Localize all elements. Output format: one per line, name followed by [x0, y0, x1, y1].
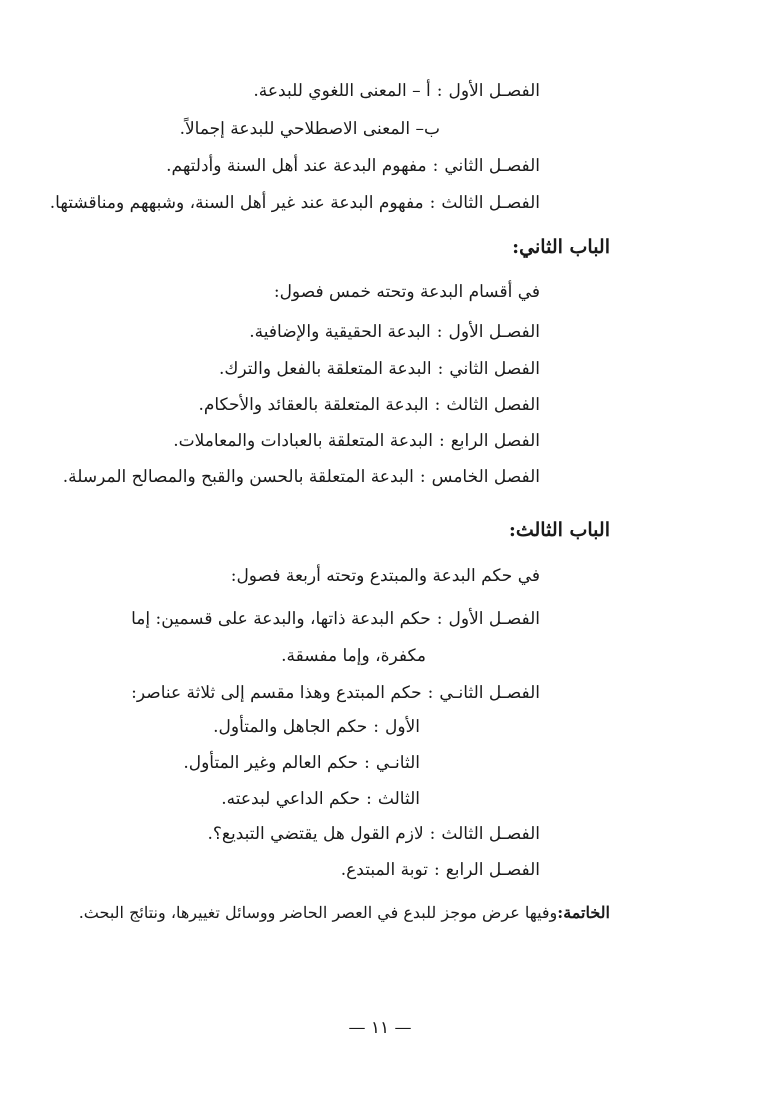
section-text: مكفرة، وإما مفسقة.: [281, 646, 426, 666]
chapter2-heading: [512, 235, 610, 259]
conclusion-text: وفيها عرض موجز للبدع في العصر الحاضر ووسائل تغييرها، ونتائج البحث.: [78, 903, 558, 922]
colon: :: [419, 467, 426, 487]
colon: :: [434, 395, 441, 415]
section-label: الفصـل الثانـي: [439, 683, 540, 703]
chapter2-intro: [274, 280, 540, 304]
section-label: الفصل الثاني: [449, 359, 540, 379]
intro-text: في حكم البدعة والمبتدع وتحته أربعة فصول:: [230, 566, 540, 586]
colon: :: [364, 753, 370, 773]
section-text: أ – المعنى اللغوي للبدعة.: [253, 81, 431, 101]
chapter3-section4-line: [341, 858, 540, 882]
chapter2-section2-line: [219, 357, 540, 381]
section-text: مفهوم البدعة عند غير أهل السنة، وشبههم ومناقشتها.: [49, 193, 424, 213]
section-text: لازم القول هل يقتضي التبديع؟.: [207, 824, 424, 844]
conclusion-line: [79, 901, 610, 925]
chapter3-section1-line: [131, 607, 540, 631]
colon: :: [373, 717, 380, 737]
section-label: الفصـل الأول: [448, 322, 540, 342]
section-text: ب– المعنى الاصطلاحي للبدعة إجمالاً.: [179, 119, 440, 139]
chapter1-section1-sub-b: [180, 117, 440, 141]
section-text: البدعة المتعلقة بالعقائد والأحكام.: [198, 395, 429, 415]
item-label: الثالث: [377, 789, 420, 809]
chapter1-section3-line: [50, 191, 540, 215]
section-label: الفصـل الرابع: [445, 860, 540, 880]
section-text: حكم البدعة ذاتها، والبدعة على قسمين: إما: [131, 609, 431, 629]
colon: :: [366, 789, 372, 809]
item-label: الثانـي: [375, 753, 420, 773]
chapter2-section3-line: [198, 393, 540, 417]
chapter3-section2-item2: [183, 751, 420, 775]
chapter3-section3-line: [207, 822, 540, 846]
item-text: حكم العالم وغير المتأول.: [183, 753, 359, 773]
colon: :: [429, 824, 436, 844]
item-label: الأول: [385, 717, 420, 737]
colon: :: [436, 609, 443, 629]
colon: :: [436, 81, 443, 101]
colon: :: [437, 359, 444, 379]
colon: :: [427, 683, 434, 703]
section-label: الفصـل الأول: [448, 609, 540, 629]
section-label: الفصـل الأول: [448, 81, 540, 101]
chapter2-section5-line: [63, 465, 540, 489]
colon: :: [429, 193, 436, 213]
chapter3-section2-item3: [221, 787, 420, 811]
heading-text: الباب الثاني:: [512, 236, 610, 258]
item-text: حكم الداعي لبدعته.: [221, 789, 361, 809]
conclusion-label: الخاتمة:: [557, 903, 610, 922]
section-label: الفصـل الثاني: [444, 156, 540, 176]
chapter3-heading: [509, 518, 610, 542]
chapter3-section1-continuation: [281, 644, 426, 668]
section-label: الفصـل الثالث: [441, 824, 540, 844]
heading-text: الباب الثالث:: [508, 519, 610, 541]
intro-text: في أقسام البدعة وتحته خمس فصول:: [273, 282, 540, 302]
section-label: الفصل الخامس: [431, 467, 540, 487]
section-text: توبة المبتدع.: [340, 860, 428, 880]
colon: :: [436, 322, 443, 342]
section-text: البدعة المتعلقة بالفعل والترك.: [218, 359, 432, 379]
section-text: البدعة المتعلقة بالعبادات والمعاملات.: [173, 431, 433, 451]
section-text: البدعة المتعلقة بالحسن والقبح والمصالح المرسلة.: [62, 467, 414, 487]
page-number: — ١١ —: [348, 1018, 412, 1038]
colon: :: [432, 156, 439, 176]
section-text: البدعة الحقيقية والإضافية.: [249, 322, 431, 342]
chapter2-section1-line: [249, 320, 540, 344]
item-text: حكم الجاهل والمتأول.: [213, 717, 368, 737]
chapter3-section2-item1: [213, 715, 420, 739]
colon: :: [438, 431, 445, 451]
chapter1-section2-line: [166, 154, 540, 178]
chapter1-section1-line: [253, 79, 540, 103]
chapter3-intro: [231, 564, 540, 588]
section-label: الفصـل الثالث: [441, 193, 540, 213]
colon: :: [433, 860, 440, 880]
section-label: الفصل الثالث: [446, 395, 540, 415]
chapter2-section4-line: [173, 429, 540, 453]
chapter3-section2-line: [131, 681, 540, 705]
section-text: مفهوم البدعة عند أهل السنة وأدلتهم.: [166, 156, 427, 176]
section-text: حكم المبتدع وهذا مقسم إلى ثلاثة عناصر:: [131, 683, 422, 703]
section-label: الفصل الرابع: [450, 431, 540, 451]
